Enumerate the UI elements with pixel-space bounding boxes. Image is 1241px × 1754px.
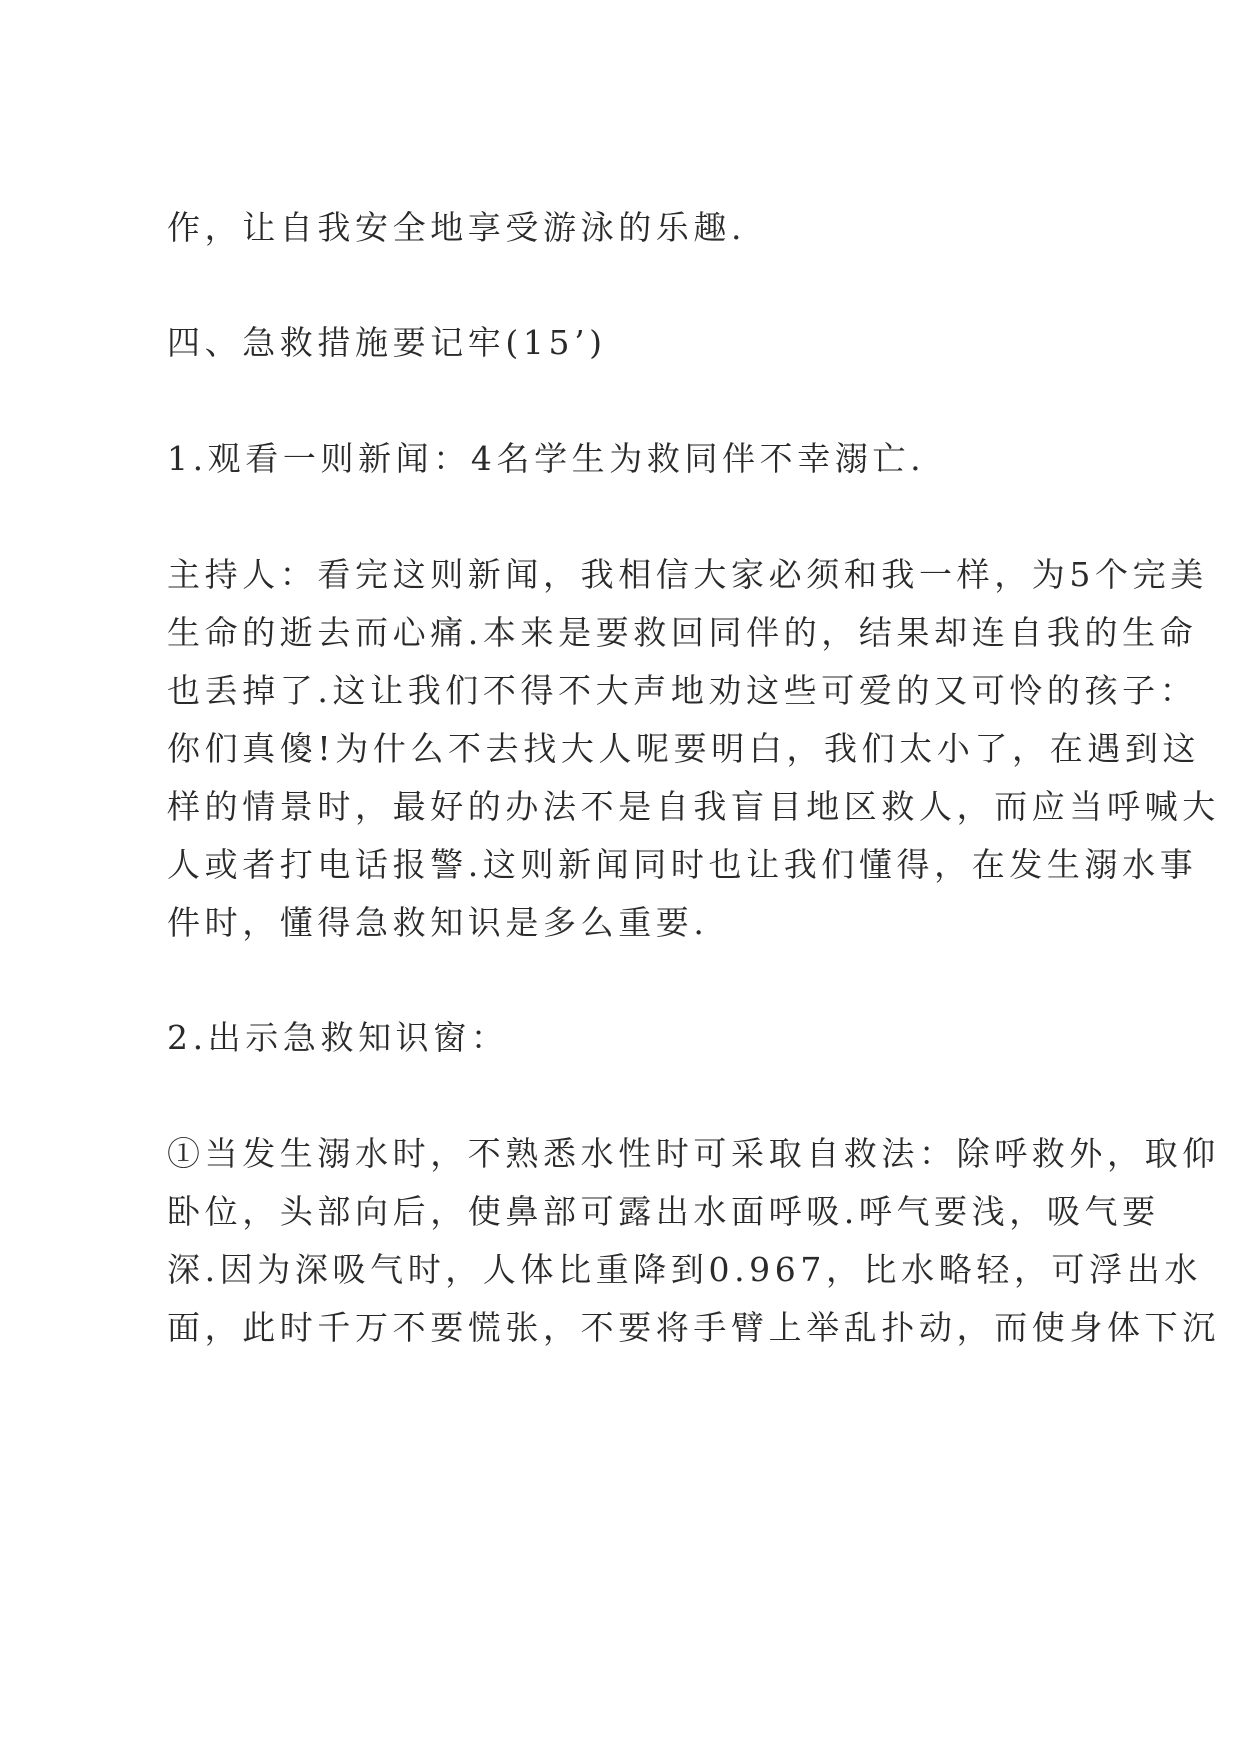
paragraph-line: 作，让自我安全地享受游泳的乐趣. <box>167 208 747 247</box>
paragraph-line: 深.因为深吸气时，人体比重降到0.967，比水略轻，可浮出水 <box>167 1250 1202 1289</box>
paragraph-line: 面，此时千万不要慌张，不要将手臂上举乱扑动，而使身体下沉 <box>167 1308 1220 1347</box>
paragraph-line: 2.出示急救知识窗： <box>167 1018 509 1057</box>
paragraph-line: 也丢掉了.这让我们不得不大声地劝这些可爱的又可怜的孩子： <box>167 671 1198 710</box>
paragraph-line: 生命的逝去而心痛.本来是要救回同伴的，结果却连自我的生命 <box>167 613 1198 652</box>
paragraph-line: 主持人：看完这则新闻，我相信大家必须和我一样，为5个完美 <box>167 555 1208 594</box>
paragraph-line: 人或者打电话报警.这则新闻同时也让我们懂得，在发生溺水事 <box>167 845 1198 884</box>
paragraph-line: 你们真傻!为什么不去找大人呢要明白，我们太小了，在遇到这 <box>167 729 1201 768</box>
paragraph-line: 样的情景时，最好的办法不是自我盲目地区救人，而应当呼喊大 <box>167 787 1220 826</box>
paragraph-line: ①当发生溺水时，不熟悉水性时可采取自救法：除呼救外，取仰 <box>167 1134 1220 1173</box>
section-heading: 四、急救措施要记牢(15’) <box>167 323 607 362</box>
paragraph-line: 件时，懂得急救知识是多么重要. <box>167 903 709 942</box>
paragraph-line: 1.观看一则新闻：4名学生为救同伴不幸溺亡. <box>167 439 926 478</box>
paragraph-line: 卧位，头部向后，使鼻部可露出水面呼吸.呼气要浅，吸气要 <box>167 1192 1160 1231</box>
